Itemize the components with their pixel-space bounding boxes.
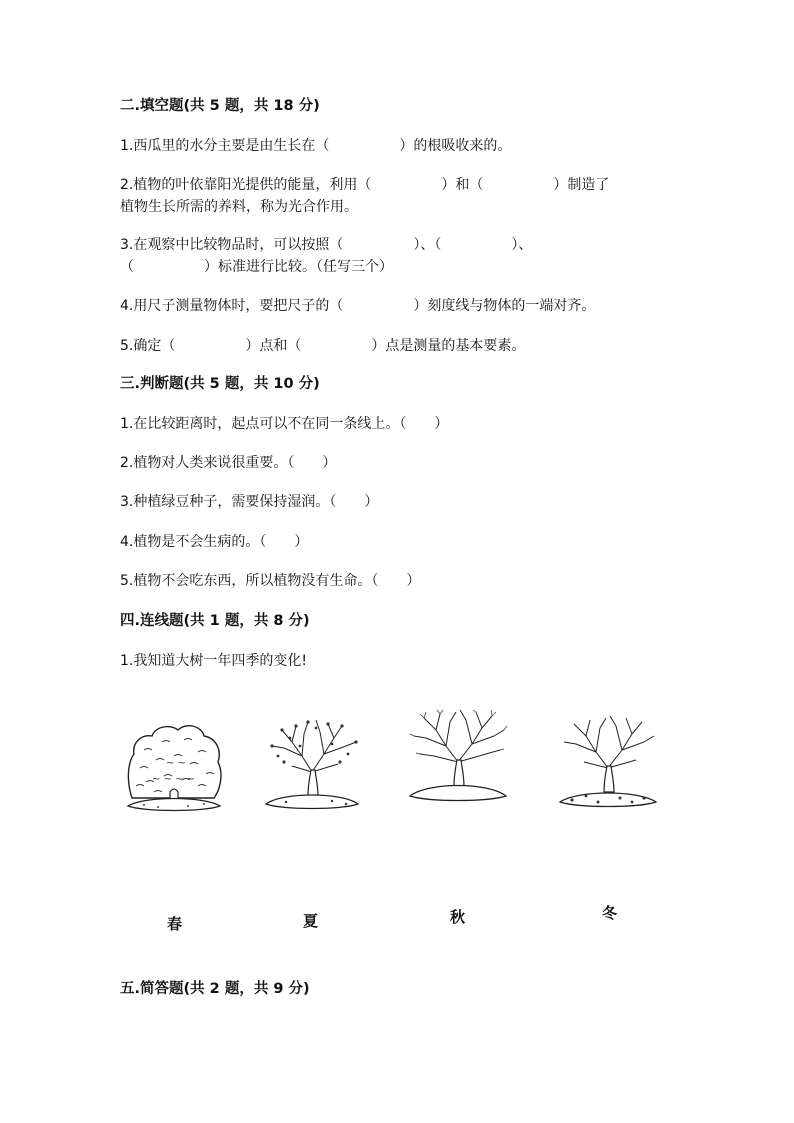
autumn-tree-image — [408, 708, 508, 808]
true-false-q1: 1.在比较距离时，起点可以不在同一条线上。（ ） — [120, 416, 449, 432]
fill-blank-q5: 5.确定（ ）点和（ ）点是测量的基本要素。 — [120, 338, 526, 354]
true-false-q5: 5.植物不会吃东西，所以植物没有生命。（ ） — [120, 573, 421, 589]
section-true-false-heading: 三.判断题(共 5 题，共 10 分) — [120, 376, 320, 392]
sparse-leaf-tree-image — [262, 716, 362, 816]
true-false-q4: 4.植物是不会生病的。（ ） — [120, 534, 309, 550]
season-label-winter: 冬 — [602, 904, 618, 922]
section-short-answer-heading: 五.简答题(共 2 题，共 9 分) — [120, 981, 310, 997]
winter-tree-image — [558, 714, 658, 814]
matching-q1: 1.我知道大树一年四季的变化! — [120, 653, 307, 669]
section-matching-heading: 四.连线题(共 1 题，共 8 分) — [120, 613, 310, 629]
section-fill-blank-heading: 二.填空题(共 5 题，共 18 分) — [120, 98, 320, 114]
true-false-q2: 2.植物对人类来说很重要。（ ） — [120, 455, 337, 471]
fill-blank-q1: 1.西瓜里的水分主要是由生长在（ ）的根吸收来的。 — [120, 138, 512, 154]
season-label-summer: 夏 — [303, 912, 319, 930]
fill-blank-q2-line2: 植物生长所需的养料，称为光合作用。 — [120, 199, 358, 215]
fill-blank-q2-line1: 2.植物的叶依靠阳光提供的能量，利用（ ）和（ ）制造了 — [120, 177, 610, 193]
season-label-autumn: 秋 — [450, 908, 466, 926]
fill-blank-q3-line1: 3.在观察中比较物品时，可以按照（ ）、（ ）、 — [120, 237, 533, 253]
svg-text:~ ~ ~ ~: ~ ~ ~ ~ — [152, 774, 196, 785]
svg-text:~ ~: ~ ~ — [166, 758, 186, 769]
fill-blank-q4: 4.用尺子测量物体时，要把尺子的（ ）刻度线与物体的一端对齐。 — [120, 298, 596, 314]
season-label-spring: 春 — [167, 915, 183, 933]
tree-illustrations — [0, 700, 794, 840]
true-false-q3: 3.种植绿豆种子，需要保持湿润。（ ） — [120, 494, 379, 510]
leafy-tree-image — [124, 720, 224, 815]
fill-blank-q3-line2: （ ）标准进行比较。（任写三个） — [120, 259, 393, 275]
